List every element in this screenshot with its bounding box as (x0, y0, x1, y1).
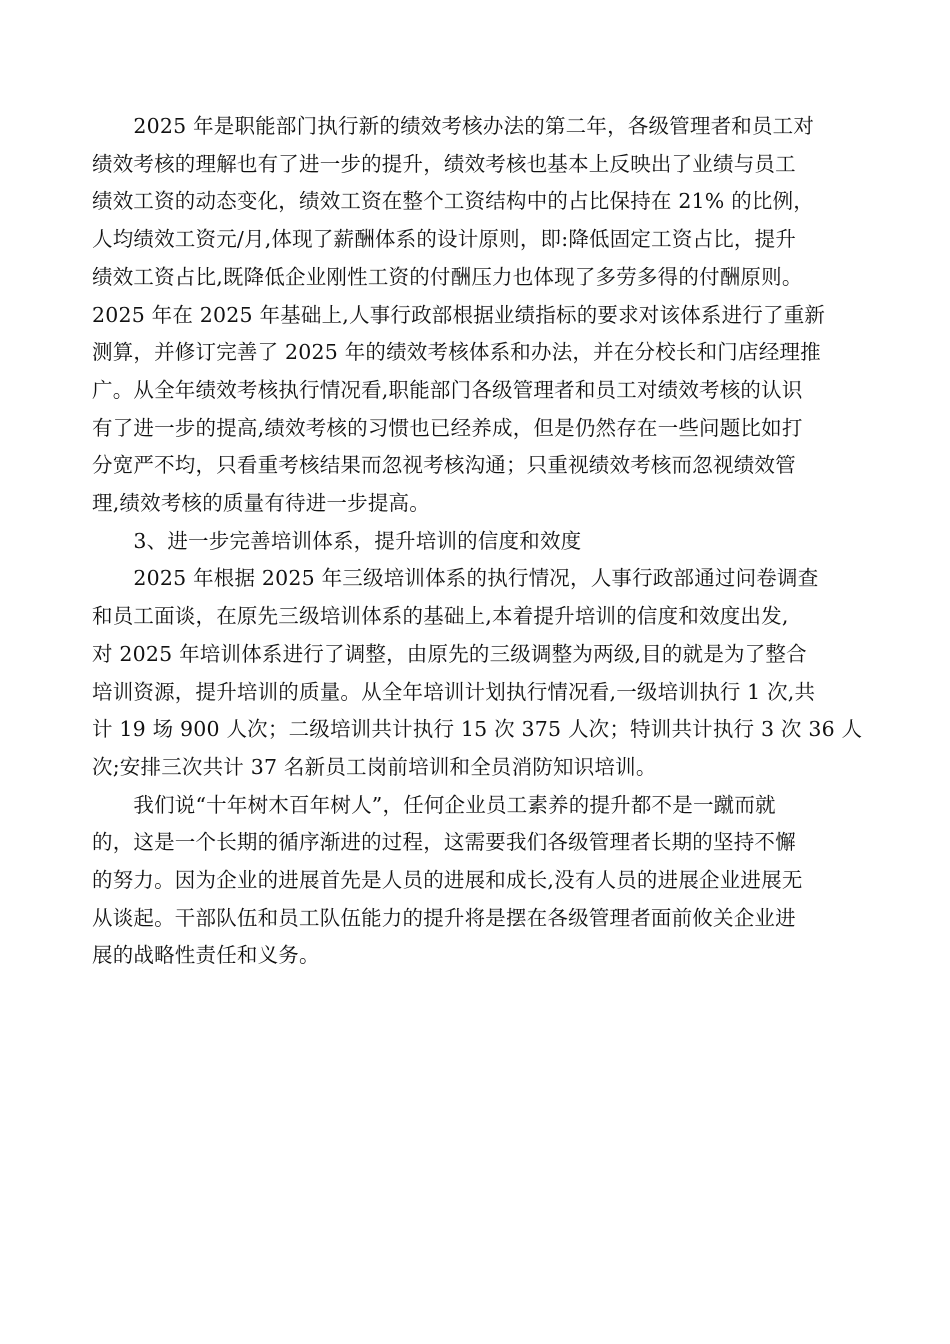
text-line: 理,绩效考核的质量有待进一步提高。 (92, 491, 430, 516)
text-line: 的努力。因为企业的进展首先是人员的进展和成长,没有人员的进展企业进展无 (92, 868, 803, 893)
text-line: 培训资源，提升培训的质量。从全年培训计划执行情况看,一级培训执行 1 次,共 (92, 679, 816, 704)
text-line: 展的战略性责任和义务。 (92, 943, 320, 968)
section-heading-training (92, 523, 864, 561)
text-line: 人均绩效工资元/月,体现了薪酬体系的设计原则，即:降低固定工资占比，提升 (92, 227, 797, 252)
text-line: 绩效工资占比,既降低企业刚性工资的付酬压力也体现了多劳多得的付酬原则。 (92, 264, 803, 289)
paragraph-talent-development (92, 787, 864, 976)
text-line: 对 2025 年培训体系进行了调整，由原先的三级调整为两级,目的就是为了整合 (92, 641, 807, 666)
paragraph-performance-review (92, 108, 864, 523)
text-line: 2025 年是职能部门执行新的绩效考核办法的第二年，各级管理者和员工对 (92, 114, 815, 138)
text-line: 从谈起。干部队伍和员工队伍能力的提升将是摆在各级管理者面前攸关企业进 (92, 905, 796, 930)
text-line: 广。从全年绩效考核执行情况看,职能部门各级管理者和员工对绩效考核的认识 (92, 377, 803, 402)
text-line: 分宽严不均，只看重考核结果而忽视考核沟通；只重视绩效考核而忽视绩效管 (92, 453, 796, 478)
text-line: 2025 年在 2025 年基础上,人事行政部根据业绩指标的要求对该体系进行了重新 (92, 302, 826, 327)
section-heading-line: 3、进一步完善培训体系，提升培训的信度和效度 (92, 528, 582, 553)
text-line: 和员工面谈，在原先三级培训体系的基础上,本着提升培训的信度和效度出发, (92, 604, 789, 629)
text-line: 测算，并修订完善了 2025 年的绩效考核体系和办法，并在分校长和门店经理推 (92, 340, 821, 365)
text-line: 次;安排三次共计 37 名新员工岗前培训和全员消防知识培训。 (92, 754, 657, 779)
text-line: 的，这是一个长期的循序渐进的过程，这需要我们各级管理者长期的坚持不懈 (92, 830, 796, 855)
text-line: 我们说“十年树木百年树人”，任何企业员工素养的提升都不是一蹴而就 (92, 792, 776, 817)
text-line: 绩效考核的理解也有了进一步的提升，绩效考核也基本上反映出了业绩与员工 (92, 151, 796, 176)
text-line: 2025 年根据 2025 年三级培训体系的执行情况，人事行政部通过问卷调查 (92, 566, 819, 591)
paragraph-training-system (92, 560, 864, 786)
text-line: 计 19 场 900 人次；二级培训共计执行 15 次 375 人次；特训共计执行 3 次 36 人 (92, 717, 863, 742)
text-line: 有了进一步的提高,绩效考核的习惯也已经养成，但是仍然存在一些问题比如打 (92, 415, 803, 440)
text-line: 绩效工资的动态变化，绩效工资在整个工资结构中的占比保持在 21% 的比例， (92, 189, 814, 214)
document-body (92, 108, 864, 975)
